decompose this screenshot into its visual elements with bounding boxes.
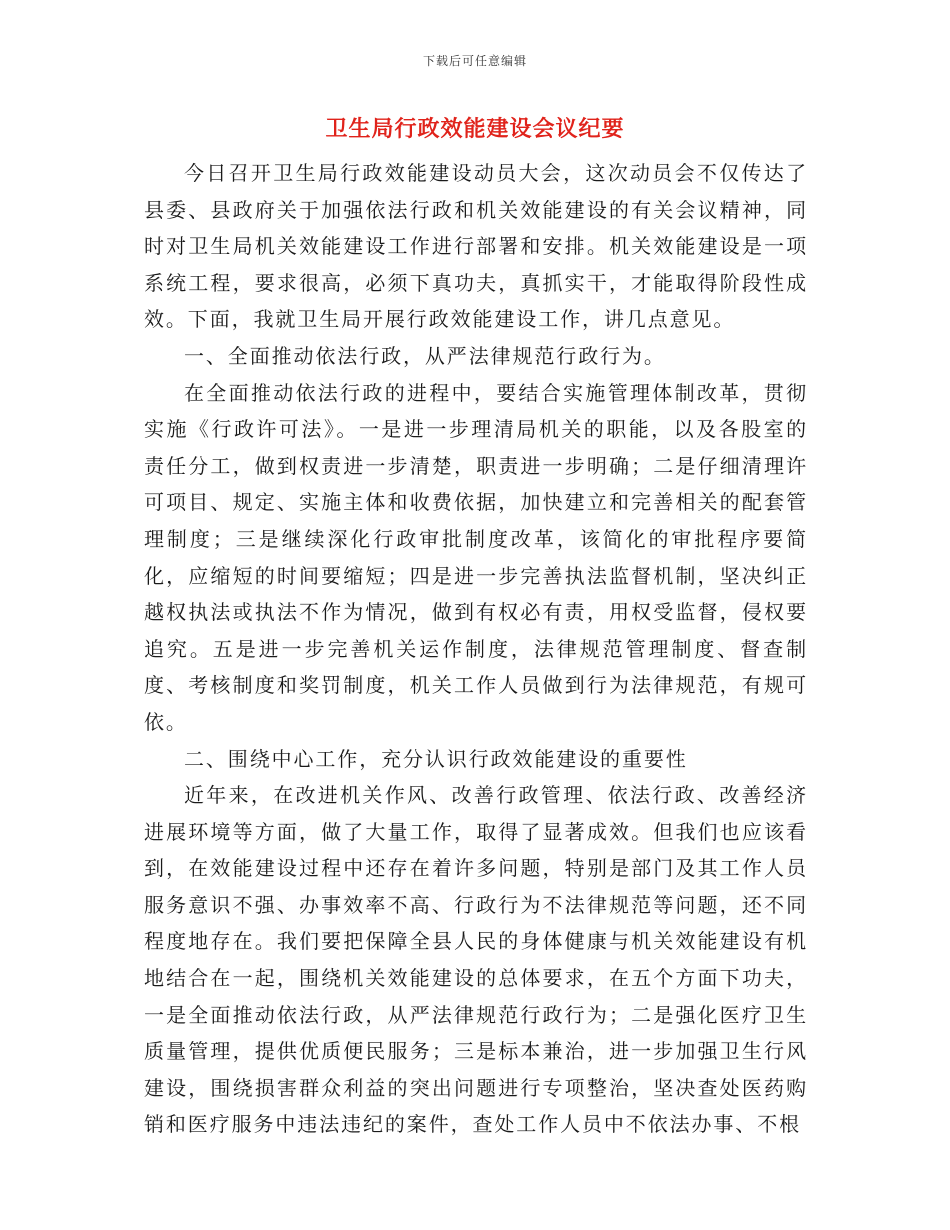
paragraph-section-1: 在全面推动依法行政的进程中，要结合实施管理体制改革，贯彻实施《行政许可法》。一是进一步理清局机关的职能，以及各股室的责任分工，做到权责进一步清楚，职责进一步明确；二是仔细清理许可项目、规定、实施主体和收费依据，加快建立和完善相关的配套管理制度；三是继续深化行政审批制度改革，该简化的审批程序要简化，应缩短的时间要缩短；四是进一步完善执法监督机制，坚决纠正越权执法或执法不作为情况，做到有权必有责，用权受监督，侵权要追究。五是进一步完善机关运作制度，法律规范管理制度、督查制度、考核制度和奖罚制度，机关工作人员做到行为法律规范，有规可依。 bbox=[144, 380, 808, 734]
section-heading-1: 一、全面推动依法行政，从严法律规范行政行为。 bbox=[184, 343, 666, 368]
paragraph-section-2: 近年来，在改进机关作风、改善行政管理、依法行政、改善经济进展环境等方面，做了大量工作，取得了显著成效。但我们也应该看到，在效能建设过程中还存在着许多问题，特别是部门及其工作人员服务意识不强、办事效率不高、行政行为不法律规范等问题，还不同程度地存在。我们要把保障全县人民的身体健康与机关效能建设有机地结合在一起，围绕机关效能建设的总体要求，在五个方面下功夫，一是全面推动依法行政，从严法律规范行政行为；二是强化医疗卫生质量管理，提供优质便民服务；三是标本兼治，进一步加强卫生行风建设，围绕损害群众利益的突出问题进行专项整治，坚决查处医药购销和医疗服务中违法违纪的案件，查处工作人员中不依法办事、不根 bbox=[144, 783, 808, 1137]
section-heading-2: 二、围绕中心工作，充分认识行政效能建设的重要性 bbox=[184, 746, 688, 771]
page-header-note: 下载后可任意编辑 bbox=[422, 54, 527, 68]
document-title: 卫生局行政效能建设会议纪要 bbox=[325, 117, 625, 142]
paragraph-intro: 今日召开卫生局行政效能建设动员大会，这次动员会不仅传达了县委、县政府关于加强依法行政和机关效能建设的有关会议精神，同时对卫生局机关效能建设工作进行部署和安排。机关效能建设是一项系统工程，要求很高，必须下真功夫，真抓实干，才能取得阶段性成效。下面，我就卫生局开展行政效能建设工作，讲几点意见。 bbox=[144, 161, 808, 332]
document-body bbox=[144, 155, 808, 1143]
